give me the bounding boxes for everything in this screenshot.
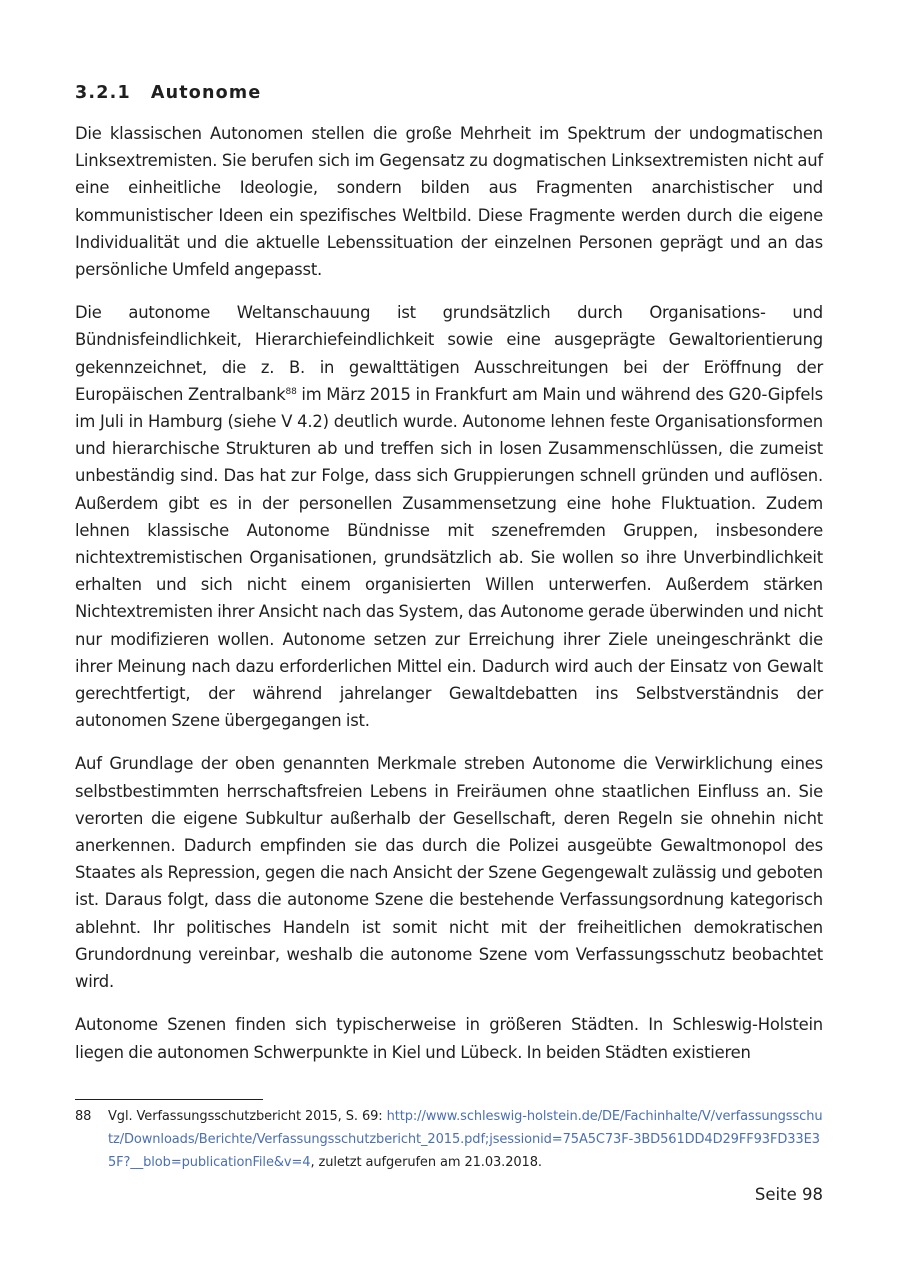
footnote-prefix: Vgl. Verfassungsschutzbericht 2015, S. 69: (108, 1109, 387, 1124)
footnote-suffix: , zuletzt aufgerufen am 21.03.2018. (310, 1155, 542, 1170)
paragraph-2-part-1: Die autonome Weltanschauung ist grundsätzlich durch Organisations- und Bündnisfeindlichkeit, Hierarchiefeindlichkeit sowie eine ausgeprägte Gewaltorientierung gekennzeichnet, die z. B. in gewalttätigen Ausschreitungen bei der Eröffnung der Europäischen Zentralbank (75, 303, 823, 404)
paragraph-2-part-2: im März 2015 in Frankfurt am Main und während des G20-Gipfels im Juli in Hamburg (siehe V 4.2) deutlich wurde. Autonome lehnen feste Organisationsformen und hierarchische Strukturen ab und treffen sich in losen Zusammenschlüssen, die zumeist unbeständig sind. Das hat zur Folge, dass sich Gruppierungen schnell gründen und auflösen. Außerdem gibt es in der personellen Zusammensetzung eine hohe Fluktuation. Zudem lehnen klassische Autonome Bündnisse mit szenefremden Gruppen, insbesondere nichtextremistischen Organisationen, grundsätzlich ab. Sie wollen so ihre Unverbindlichkeit erhalten und sich nicht einem organisierten Willen unterwerfen. Außerdem stärken Nichtextremisten ihrer Ansicht nach das System, das Autonome gerade überwinden und nicht nur modifizieren wollen. Autonome setzen zur Erreichung ihrer Ziele uneingeschränkt die ihrer Meinung nach dazu erforderlichen Mittel ein. Dadurch wird auch der Einsatz von Gewalt gerechtfertigt, der während jahrelanger Gewaltdebatten ins Selbstverständnis der autonomen Szene übergegangen ist. (75, 384, 824, 731)
footnote-text (108, 1105, 823, 1174)
footnote-reference[interactable]: 88 (285, 386, 297, 397)
body-text (75, 120, 823, 1082)
footnote-link[interactable]: http://www.schleswig-holstein.de/DE/Fachinhalte/V/verfassungsschutz/Downloads/Berichte/Verfassungsschutzbericht_2015.pdf;jsessionid=75A5C73F-3BD561DD4D29FF93FD33E35F?__blob=publicationFile&v=4 (108, 1109, 823, 1170)
section-number: 3.2.1 (75, 83, 131, 103)
paragraph-4: Autonome Szenen finden sich typischerweise in größeren Städten. In Schleswig-Holstein liegen die autonomen Schwerpunkte in Kiel und Lübeck. In beiden Städten existieren (75, 1015, 823, 1062)
paragraph-1: Die klassischen Autonomen stellen die große Mehrheit im Spektrum der undogmatischen Linksextremisten. Sie berufen sich im Gegensatz zu dogmatischen Linksextremisten nicht auf eine einheitliche Ideologie, sondern bilden aus Fragmenten anarchistischer und kommunistischer Ideen ein spezifisches Weltbild. Diese Fragmente werden durch die eigene Individualität und die aktuelle Lebenssituation der einzelnen Personen geprägt und an das persönliche Umfeld angepasst. (75, 124, 823, 280)
paragraph-2 (75, 299, 823, 734)
footnote-divider (75, 1099, 263, 1100)
page-number: Seite 98 (754, 1185, 823, 1204)
section-heading (75, 83, 261, 103)
footnote (75, 1105, 823, 1174)
footnote-number: 88 (75, 1109, 92, 1124)
paragraph-3: Auf Grundlage der oben genannten Merkmale streben Autonome die Verwirklichung eines selbstbestimmten herrschaftsfreien Lebens in Freiräumen ohne staatlichen Einfluss an. Sie verorten die eigene Subkultur außerhalb der Gesellschaft, deren Regeln sie ohnehin nicht anerkennen. Dadurch empfinden sie das durch die Polizei ausgeübte Gewaltmonopol des Staates als Repression, gegen die nach Ansicht der Szene Gegengewalt zulässig und geboten ist. Daraus folgt, dass die autonome Szene die bestehende Verfassungsordnung kategorisch ablehnt. Ihr politisches Handeln ist somit nicht mit der freiheitlichen demokratischen Grundordnung vereinbar, weshalb die autonome Szene vom Verfassungsschutz beobachtet wird. (75, 754, 823, 992)
section-title: Autonome (150, 83, 262, 103)
